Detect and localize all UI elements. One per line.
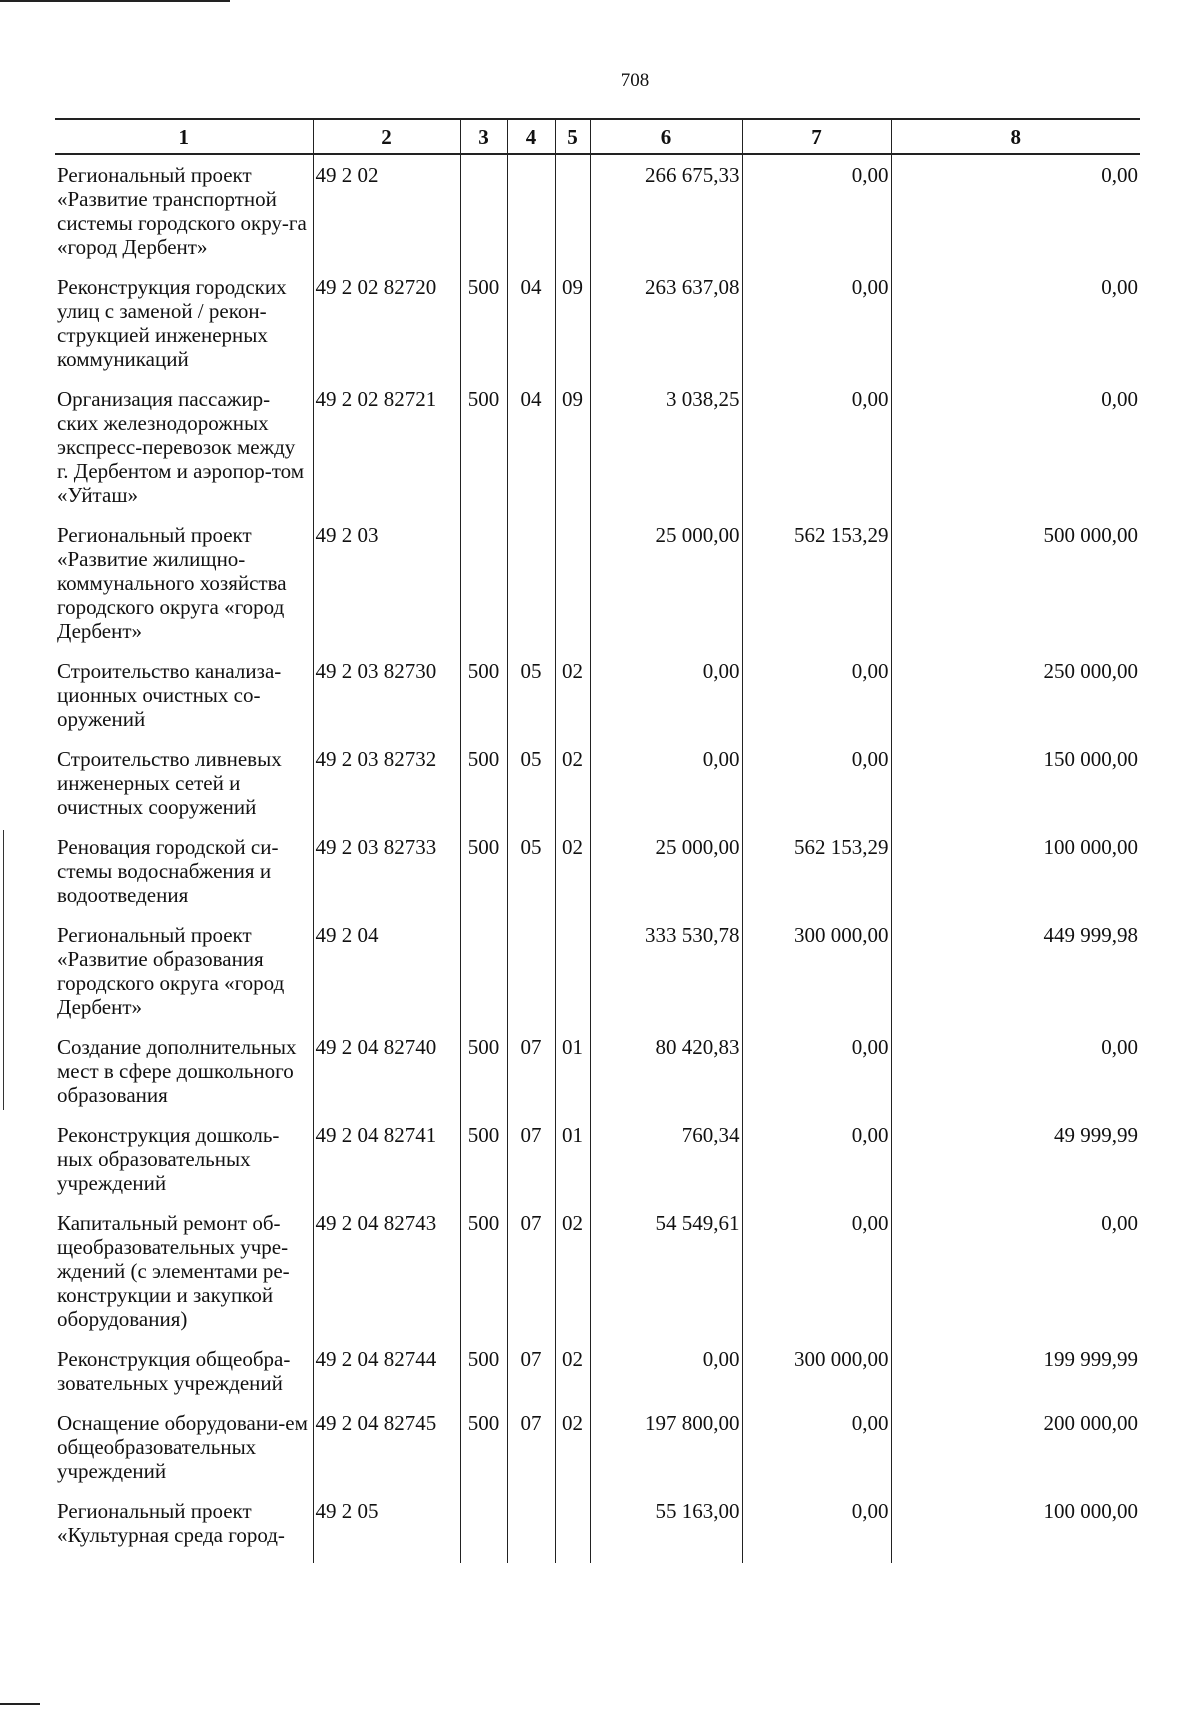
row-col3: 500 (460, 1123, 507, 1211)
row-col5: 02 (555, 1211, 590, 1347)
row-value-col6: 760,34 (590, 1123, 742, 1211)
row-value-col8: 49 999,99 (891, 1123, 1140, 1211)
row-value-col7: 0,00 (742, 387, 891, 523)
table-row (55, 1035, 1140, 1123)
table-row (55, 1411, 1140, 1499)
row-value-col7: 0,00 (742, 1499, 891, 1563)
row-name: Региональный проект «Развитие образования городского округа «город Дербент» (57, 923, 285, 1019)
row-value-col8: 200 000,00 (891, 1411, 1140, 1499)
row-value-col7: 300 000,00 (742, 1347, 891, 1411)
row-value-col8: 100 000,00 (891, 1499, 1140, 1563)
row-col4: 04 (507, 387, 555, 523)
scan-top-rule (0, 0, 230, 2)
row-col3: 500 (460, 387, 507, 523)
row-name: Строительство ливневых инженерных сетей и очистных сооружений (57, 747, 282, 819)
row-col3 (460, 923, 507, 1035)
row-col4: 05 (507, 659, 555, 747)
row-name: Капитальный ремонт об-щеобразовательных учре-ждений (с элементами ре-конструкции и закупкой оборудования) (57, 1211, 290, 1331)
row-value-col7: 0,00 (742, 659, 891, 747)
row-name: Реконструкция дошколь-ных образовательных учреждений (57, 1123, 280, 1195)
row-col5: 02 (555, 1347, 590, 1411)
row-col4 (507, 923, 555, 1035)
row-value-col7: 0,00 (742, 1123, 891, 1211)
column-header: 5 (555, 119, 590, 154)
row-value-col7: 0,00 (742, 275, 891, 387)
table-row (55, 835, 1140, 923)
budget-table (55, 118, 1140, 1563)
row-name: Создание дополнительных мест в сфере дошкольного образования (57, 1035, 297, 1107)
row-col5: 09 (555, 387, 590, 523)
row-name: Организация пассажир-ских железнодорожных экспресс-перевозок между г. Дербентом и аэропор-том «Уйташ» (57, 387, 304, 507)
row-value-col6: 263 637,08 (590, 275, 742, 387)
row-col4: 07 (507, 1211, 555, 1347)
row-value-col6: 0,00 (590, 659, 742, 747)
row-value-col6: 55 163,00 (590, 1499, 742, 1563)
row-col3 (460, 523, 507, 659)
row-code: 49 2 04 (313, 923, 460, 1035)
scan-left-edge (3, 830, 4, 1110)
row-value-col6: 197 800,00 (590, 1411, 742, 1499)
row-value-col6: 3 038,25 (590, 387, 742, 523)
column-header: 6 (590, 119, 742, 154)
table-row (55, 1211, 1140, 1347)
row-col5 (555, 1499, 590, 1563)
table-row (55, 747, 1140, 835)
column-header: 7 (742, 119, 891, 154)
row-col5: 01 (555, 1035, 590, 1123)
row-name: Строительство канализа-ционных очистных со-оружений (57, 659, 282, 731)
row-value-col7: 562 153,29 (742, 523, 891, 659)
row-col4 (507, 523, 555, 659)
row-col5 (555, 154, 590, 275)
row-col5: 02 (555, 1411, 590, 1499)
table-row (55, 923, 1140, 1035)
row-name: Оснащение оборудовани-ем общеобразовательных учреждений (57, 1411, 308, 1483)
table-row (55, 659, 1140, 747)
row-value-col6: 266 675,33 (590, 154, 742, 275)
row-code: 49 2 03 82730 (313, 659, 460, 747)
row-col5 (555, 923, 590, 1035)
row-col4: 07 (507, 1411, 555, 1499)
row-col3: 500 (460, 1211, 507, 1347)
row-col3: 500 (460, 275, 507, 387)
row-value-col8: 150 000,00 (891, 747, 1140, 835)
row-name: Реконструкция городских улиц с заменой / рекон-струкцией инженерных коммуникаций (57, 275, 287, 371)
row-value-col7: 300 000,00 (742, 923, 891, 1035)
row-col5: 01 (555, 1123, 590, 1211)
row-col3: 500 (460, 1035, 507, 1123)
row-value-col7: 0,00 (742, 154, 891, 275)
row-value-col7: 562 153,29 (742, 835, 891, 923)
row-value-col6: 54 549,61 (590, 1211, 742, 1347)
row-col5: 02 (555, 747, 590, 835)
row-name: Реконструкция общеобра-зовательных учреждений (57, 1347, 291, 1395)
row-col3: 500 (460, 835, 507, 923)
table-row (55, 1123, 1140, 1211)
row-col4 (507, 1499, 555, 1563)
table-row (55, 1499, 1140, 1563)
row-col5: 09 (555, 275, 590, 387)
row-code: 49 2 04 82743 (313, 1211, 460, 1347)
row-code: 49 2 02 82721 (313, 387, 460, 523)
row-value-col8: 199 999,99 (891, 1347, 1140, 1411)
row-value-col8: 449 999,98 (891, 923, 1140, 1035)
row-value-col7: 0,00 (742, 1411, 891, 1499)
row-value-col6: 333 530,78 (590, 923, 742, 1035)
row-value-col6: 80 420,83 (590, 1035, 742, 1123)
row-name: Реновация городской си-стемы водоснабжения и водоотведения (57, 835, 279, 907)
row-code: 49 2 04 82741 (313, 1123, 460, 1211)
row-col3: 500 (460, 659, 507, 747)
row-col5: 02 (555, 659, 590, 747)
column-header: 3 (460, 119, 507, 154)
row-col5: 02 (555, 835, 590, 923)
row-value-col8: 0,00 (891, 1211, 1140, 1347)
row-value-col8: 0,00 (891, 387, 1140, 523)
row-name: Региональный проект «Развитие жилищно-коммунального хозяйства городского округа «город Дербент» (57, 523, 287, 643)
column-header: 1 (55, 119, 313, 154)
row-code: 49 2 05 (313, 1499, 460, 1563)
scan-bottom-rule (0, 1703, 40, 1705)
row-col3 (460, 154, 507, 275)
row-code: 49 2 03 (313, 523, 460, 659)
column-header: 4 (507, 119, 555, 154)
table-row (55, 1347, 1140, 1411)
table-body (55, 154, 1140, 1563)
row-code: 49 2 04 82745 (313, 1411, 460, 1499)
row-value-col7: 0,00 (742, 1211, 891, 1347)
row-col4: 07 (507, 1347, 555, 1411)
header-row (55, 119, 1140, 154)
row-col3 (460, 1499, 507, 1563)
row-value-col8: 0,00 (891, 275, 1140, 387)
row-col5 (555, 523, 590, 659)
row-col4: 05 (507, 747, 555, 835)
row-code: 49 2 02 82720 (313, 275, 460, 387)
row-value-col7: 0,00 (742, 747, 891, 835)
row-value-col7: 0,00 (742, 1035, 891, 1123)
row-value-col8: 0,00 (891, 154, 1140, 275)
row-col4: 04 (507, 275, 555, 387)
row-code: 49 2 03 82733 (313, 835, 460, 923)
row-code: 49 2 03 82732 (313, 747, 460, 835)
row-col3: 500 (460, 747, 507, 835)
row-col4: 07 (507, 1123, 555, 1211)
row-value-col6: 25 000,00 (590, 835, 742, 923)
row-col3: 500 (460, 1411, 507, 1499)
row-col3: 500 (460, 1347, 507, 1411)
table-row (55, 387, 1140, 523)
column-header: 2 (313, 119, 460, 154)
table-row (55, 523, 1140, 659)
row-name: Региональный проект «Культурная среда город- (57, 1499, 285, 1547)
row-value-col8: 0,00 (891, 1035, 1140, 1123)
row-value-col8: 500 000,00 (891, 523, 1140, 659)
row-value-col6: 25 000,00 (590, 523, 742, 659)
column-header: 8 (891, 119, 1140, 154)
row-col4 (507, 154, 555, 275)
row-col4: 05 (507, 835, 555, 923)
row-value-col8: 100 000,00 (891, 835, 1140, 923)
row-value-col6: 0,00 (590, 747, 742, 835)
table-row (55, 154, 1140, 275)
page-number: 708 (620, 70, 650, 91)
row-code: 49 2 04 82740 (313, 1035, 460, 1123)
row-code: 49 2 04 82744 (313, 1347, 460, 1411)
row-code: 49 2 02 (313, 154, 460, 275)
row-col4: 07 (507, 1035, 555, 1123)
table-row (55, 275, 1140, 387)
row-value-col6: 0,00 (590, 1347, 742, 1411)
row-value-col8: 250 000,00 (891, 659, 1140, 747)
row-name: Региональный проект «Развитие транспортной системы городского окру-га «город Дербент» (57, 163, 307, 259)
